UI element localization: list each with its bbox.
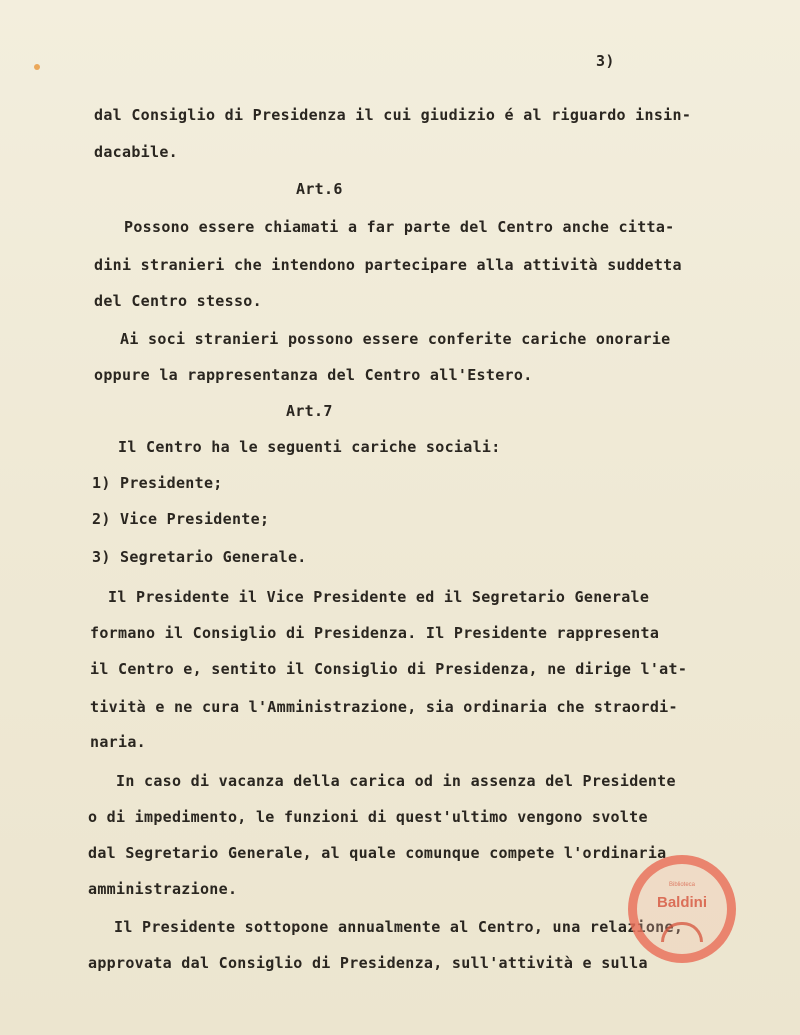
- list-item-2: 2) Vice Presidente;: [92, 510, 270, 528]
- text-line-18: naria.: [90, 733, 146, 751]
- text-line-16: il Centro e, sentito il Consiglio di Presidenza, ne dirige l'at-: [90, 660, 688, 678]
- text-line-21: dal Segretario Generale, al quale comunque compete l'ordinaria: [88, 844, 667, 862]
- text-line-10: Il Centro ha le seguenti cariche sociali:: [118, 438, 501, 456]
- paper-stain: [34, 64, 40, 70]
- library-stamp: [628, 855, 736, 963]
- list-item-1: 1) Presidente;: [92, 474, 223, 492]
- text-line-1: dal Consiglio di Presidenza il cui giudizio é al riguardo insin-: [94, 106, 692, 124]
- text-line-6: del Centro stesso.: [94, 292, 262, 310]
- stamp-emblem-icon: [661, 922, 703, 942]
- stamp-label: Baldini: [656, 894, 707, 911]
- page-number: 3): [596, 52, 615, 70]
- text-line-24: approvata dal Consiglio di Presidenza, sull'attività e sulla: [88, 954, 648, 972]
- text-line-2: dacabile.: [94, 143, 178, 161]
- text-line-4: Possono essere chiamati a far parte del Centro anche citta-: [124, 218, 675, 236]
- text-line-22: amministrazione.: [88, 880, 238, 898]
- text-line-5: dini stranieri che intendono partecipare alla attività suddetta: [94, 256, 682, 274]
- article-heading-7: Art.7: [286, 402, 333, 420]
- text-line-15: formano il Consiglio di Presidenza. Il Presidente rappresenta: [90, 624, 660, 642]
- text-line-14: Il Presidente il Vice Presidente ed il Segretario Generale: [108, 588, 650, 606]
- text-line-17: tività e ne cura l'Amministrazione, sia ordinaria che straordi-: [90, 698, 678, 716]
- text-line-8: oppure la rappresentanza del Centro all'Estero.: [94, 366, 533, 384]
- text-line-20: o di impedimento, le funzioni di quest'ultimo vengono svolte: [88, 808, 648, 826]
- article-heading-6: Art.6: [296, 180, 343, 198]
- text-line-23: Il Presidente sottopone annualmente al Centro, una relazione,: [114, 918, 684, 936]
- text-line-19: In caso di vacanza della carica od in assenza del Presidente: [116, 772, 676, 790]
- list-item-3: 3) Segretario Generale.: [92, 548, 307, 566]
- stamp-small-text: Biblioteca: [668, 882, 695, 888]
- text-line-7: Ai soci stranieri possono essere conferite cariche onorarie: [120, 330, 671, 348]
